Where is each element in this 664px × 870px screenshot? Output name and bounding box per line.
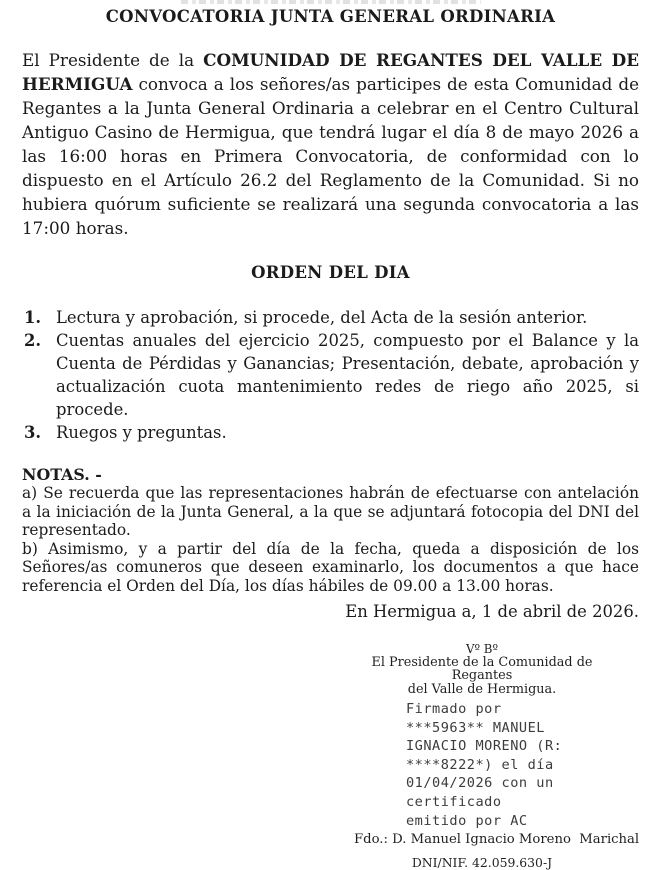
stamp-line-2: ***5963** MANUEL bbox=[406, 719, 545, 736]
agenda-item-2-number: 2. bbox=[24, 331, 42, 350]
clipped-letterhead-fragment bbox=[181, 0, 481, 4]
signature-block bbox=[354, 641, 640, 870]
agenda-list bbox=[22, 306, 639, 444]
stamp-line-4: ****8222*) el día bbox=[406, 756, 554, 773]
signer-role-line2: del Valle de Hermigua. bbox=[407, 681, 557, 697]
notes-heading: NOTAS. - bbox=[22, 465, 102, 484]
signed-by-line: Fdo.: D. Manuel Ignacio Moreno Marichal bbox=[354, 832, 640, 848]
agenda-item-1 bbox=[22, 306, 639, 329]
agenda-item-1-number: 1. bbox=[24, 308, 42, 327]
intro-body: convoca a los señores/as participes de esta Comunidad de Regantes a la Junta General Ordinaria a celebrar en el Centro Cultural Antiguo Casino de Hermigua, que tendrá lugar el día 8 de mayo 2026 a las 16:00 horas en Primera Convocatoria, de conformidad con lo dispuesto en el Artículo 26.2 del Reglamento de la Comunidad. Si no hubiera quórum suficiente se realizará una segunda convocatoria a las 17:00 horas. bbox=[22, 74, 639, 238]
digital-signature-stamp bbox=[406, 700, 610, 830]
agenda-item-2 bbox=[22, 329, 639, 421]
agenda-item-3 bbox=[22, 421, 639, 444]
agenda-item-3-text: Ruegos y preguntas. bbox=[56, 423, 227, 442]
signer-role-line1: El Presidente de la Comunidad de Regantes bbox=[371, 654, 593, 684]
stamp-line-3: IGNACIO MORENO (R: bbox=[406, 738, 563, 755]
agenda-heading: ORDEN DEL DIA bbox=[251, 263, 410, 282]
stamp-line-1: Firmado por bbox=[406, 701, 502, 718]
agenda-item-3-number: 3. bbox=[24, 423, 42, 442]
agenda-item-2-text: Cuentas anuales del ejercicio 2025, compuesto por el Balance y la Cuenta de Pérdidas y Ganancias; Presentación, debate, aprobación y actualización cuota mantenimiento redes de riego año 2025, si procede. bbox=[56, 331, 639, 419]
dateline: En Hermigua a, 1 de abril de 2026. bbox=[345, 601, 639, 621]
visto-bueno: Vº Bº bbox=[465, 641, 499, 656]
intro-prefix: El Presidente de la bbox=[22, 50, 204, 70]
community-name: COMUNIDAD DE REGANTES DEL VALLE DE HERMIGUA bbox=[22, 50, 639, 94]
dni-nif-line: DNI/NIF. 42.059.630-J bbox=[411, 855, 553, 870]
intro-paragraph bbox=[22, 48, 639, 240]
document-title: CONVOCATORIA JUNTA GENERAL ORDINARIA bbox=[105, 7, 556, 26]
stamp-line-5: 01/04/2026 con un bbox=[406, 775, 554, 792]
stamp-line-7: emitido por AC bbox=[406, 812, 528, 829]
agenda-item-1-text: Lectura y aprobación, si procede, del Acta de la sesión anterior. bbox=[56, 308, 588, 327]
note-a: a) Se recuerda que las representaciones habrán de efectuarse con antelación a la iniciación de la Junta General, a la que se adjuntará fotocopia del DNI del representado. bbox=[22, 484, 639, 540]
stamp-line-6: certificado bbox=[406, 794, 502, 811]
note-b: b) Asimismo, y a partir del día de la fecha, queda a disposición de los Señores/as comuneros que deseen examinarlo, los documentos a que hace referencia el Orden del Día, los días hábiles de 09.00 a 13.00 horas. bbox=[22, 539, 639, 595]
